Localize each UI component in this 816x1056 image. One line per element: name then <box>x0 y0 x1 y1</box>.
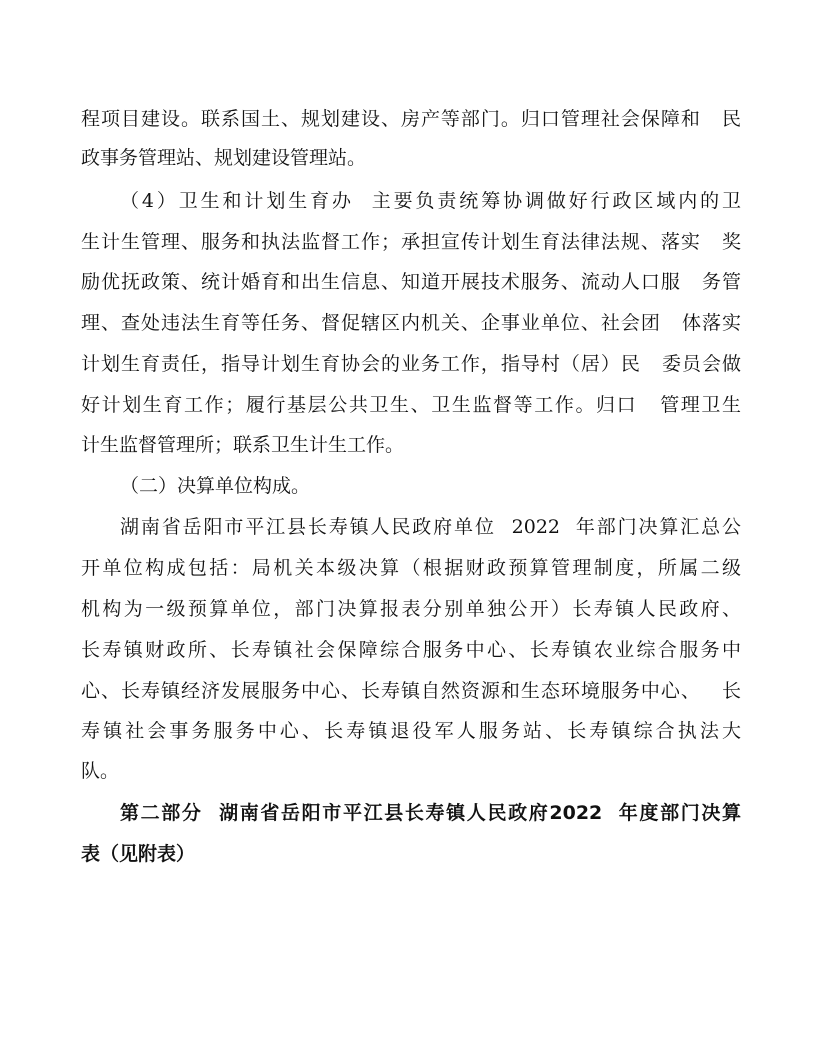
paragraph-line: 机构为一级预算单位，部门决算报表分别单独公开）长寿镇人民政府、 <box>81 598 741 620</box>
paragraph-line: 好计划生育工作；履行基层公共卫生、卫生监督等工作。归口 管理卫生 <box>81 394 741 416</box>
paragraph-line: 理、查处违法生育等任务、督促辖区内机关、企事业单位、社会团 体落实 <box>81 312 741 334</box>
paragraph-line: 队。 <box>81 760 120 782</box>
paragraph-line: 励优抚政策、统计婚育和出生信息、知道开展技术服务、流动人口服 务管 <box>81 271 741 293</box>
paragraph-line: 心、长寿镇经济发展服务中心、长寿镇自然资源和生态环境服务中心、 长 <box>81 680 741 702</box>
paragraph-line: 寿镇社会事务服务中心、长寿镇退役军人服务站、长寿镇综合执法大 <box>81 720 741 742</box>
paragraph-line: （4）卫生和计划生育办 主要负责统筹协调做好行政区域内的卫 <box>120 190 741 212</box>
paragraph-line: 长寿镇财政所、长寿镇社会保障综合服务中心、长寿镇农业综合服务中 <box>81 639 741 661</box>
paragraph-line: 生计生管理、服务和执法监督工作；承担宣传计划生育法律法规、落实 奖 <box>81 231 741 253</box>
paragraph-line: 湖南省岳阳市平江县长寿镇人民政府单位 2022 年部门决算汇总公 <box>120 516 741 538</box>
paragraph-line: 政事务管理站、规划建设管理站。 <box>81 147 367 169</box>
paragraph-line: 计生监督管理所；联系卫生计生工作。 <box>81 434 405 456</box>
paragraph-line: 计划生育责任，指导计划生育协会的业务工作，指导村（居）民 委员会做 <box>81 353 741 375</box>
section-heading: （二）决算单位构成。 <box>120 475 311 497</box>
part-two-heading-continued: 表（见附表） <box>81 843 196 865</box>
part-two-heading: 第二部分 湖南省岳阳市平江县长寿镇人民政府2022 年度部门决算 <box>120 802 741 824</box>
paragraph-line: 程项目建设。联系国土、规划建设、房产等部门。归口管理社会保障和 民 <box>81 108 741 130</box>
paragraph-line: 开单位构成包括：局机关本级决算（根据财政预算管理制度，所属二级 <box>81 557 741 579</box>
